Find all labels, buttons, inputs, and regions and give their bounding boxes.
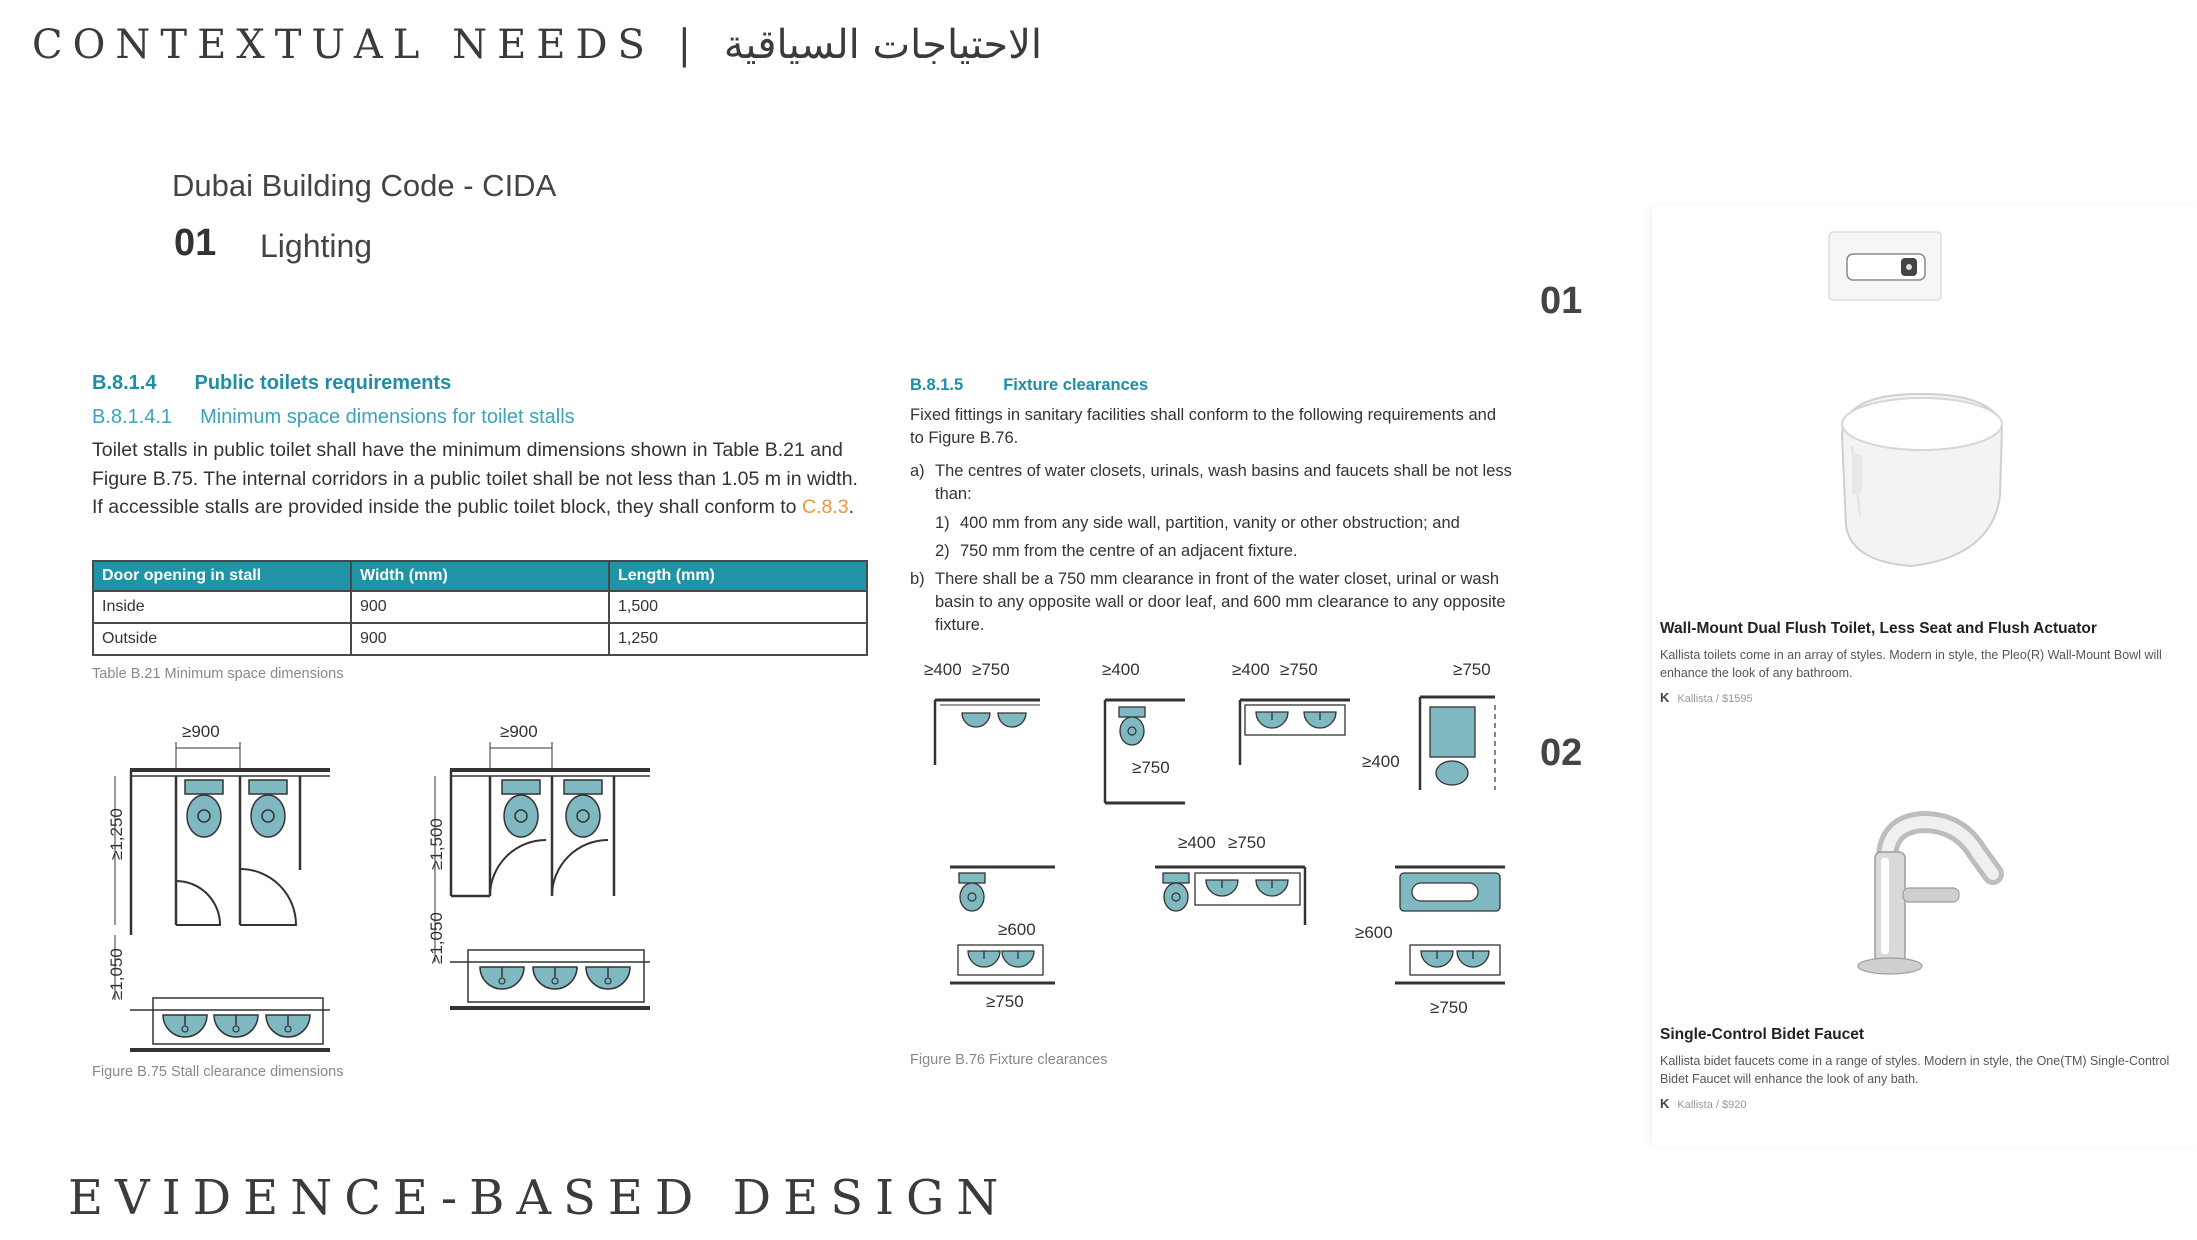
stall-set-inside [427, 722, 650, 1008]
reference-link[interactable]: C.8.3 [801, 496, 849, 518]
page-header-title: CONTEXTUAL NEEDS | الاحتياجات السياقية [32, 22, 1043, 68]
code-title: Dubai Building Code - CIDA [172, 168, 557, 203]
dim-label: ≥750 [1132, 758, 1170, 777]
heading-code: B.8.1.5 [910, 376, 964, 394]
table-caption: Table B.21 Minimum space dimensions [92, 666, 344, 682]
list-item [910, 460, 1530, 506]
column-header: Door opening in stall [93, 561, 351, 591]
dim-label: ≥600 [1355, 923, 1393, 942]
list-text: 400 mm from any side wall, partition, vanity or other obstruction; and [960, 514, 1460, 532]
column-header: Length (mm) [609, 561, 867, 591]
list-label: 1) [935, 514, 950, 532]
section-label: Lighting [260, 228, 373, 264]
heading-text: Public toilets requirements [194, 372, 452, 394]
list-text: The centres of water closets, urinals, wash basins and faucets shall be not less than: [935, 462, 1512, 503]
paragraph-end: . [848, 496, 854, 518]
figure-b76-caption: Figure B.76 Fixture clearances [910, 1052, 1108, 1068]
stall-set-outside [107, 722, 330, 1050]
product-meta [1660, 1096, 1747, 1111]
product-panel [1652, 206, 2197, 1146]
dim-label: ≥900 [500, 722, 538, 741]
list-item [935, 540, 1535, 563]
product-price: Kallista / $1595 [1677, 693, 1753, 705]
list-item [910, 568, 1530, 637]
table-header-row [93, 561, 867, 591]
list-label: 2) [935, 542, 950, 560]
stall-dimensions-table [92, 560, 868, 656]
heading-public-toilets [92, 372, 451, 395]
table-cell: 1,250 [609, 623, 867, 655]
dim-label: ≥400 [1178, 833, 1216, 852]
heading-code: B.8.1.4 [92, 372, 157, 394]
marker-02: 02 [1540, 732, 1583, 774]
list-text: There shall be a 750 mm clearance in front of the water closet, urinal or wash basin to any opposite wall or door leaf, and 600 mm clearance to any opposite fixture. [935, 570, 1506, 634]
heading-text: Minimum space dimensions for toilet stalls [200, 406, 575, 428]
dim-label: ≥750 [1228, 833, 1266, 852]
table-row [93, 623, 867, 655]
dim-label: ≥900 [182, 722, 220, 741]
fixture-paragraph: Fixed fittings in sanitary facilities shall conform to the following requirements and to Figure B.76. [910, 406, 1497, 447]
dim-label: ≥1,250 [107, 808, 126, 860]
dim-label: ≥400 [1232, 660, 1270, 679]
table-cell: Inside [93, 591, 351, 623]
heading-text: Fixture clearances [1003, 376, 1149, 394]
list-text: 750 mm from the centre of an adjacent fixture. [960, 542, 1298, 560]
product-price: Kallista / $920 [1677, 1099, 1747, 1111]
wall-mount-toilet-image[interactable] [1812, 376, 2032, 586]
list-label: b) [910, 570, 925, 588]
product-meta [1660, 690, 1753, 705]
dim-label: ≥400 [1362, 752, 1400, 771]
dim-label: ≥750 [1453, 660, 1491, 679]
table-row [93, 591, 867, 623]
dim-label: ≥600 [998, 920, 1036, 939]
product-description: Kallista bidet faucets come in a range of styles. Modern in style, the One(TM) Single-Control Bidet Faucet will enhance the look of any bath. [1660, 1054, 2170, 1086]
dim-label: ≥1,050 [427, 912, 446, 964]
list-item [935, 512, 1535, 535]
heading-fixture-clearances [910, 376, 1148, 395]
marker-01: 01 [1540, 280, 1583, 322]
dim-label: ≥750 [986, 992, 1024, 1011]
section-number: 01 [174, 222, 217, 264]
dim-label: ≥400 [1102, 660, 1140, 679]
list-label: a) [910, 462, 925, 480]
dim-label: ≥750 [1280, 660, 1318, 679]
figure-b75-caption: Figure B.75 Stall clearance dimensions [92, 1064, 344, 1080]
table-cell: Outside [93, 623, 351, 655]
dim-label: ≥750 [1430, 998, 1468, 1017]
brand-logo-icon: K [1660, 1096, 1670, 1111]
bidet-faucet-image[interactable] [1827, 796, 2007, 996]
flush-actuator-image[interactable] [1817, 220, 1957, 310]
figure-b75-stall-diagram [90, 710, 680, 1060]
table-cell: 1,500 [609, 591, 867, 623]
dim-label: ≥1,500 [427, 818, 446, 870]
heading-code: B.8.1.4.1 [92, 406, 173, 428]
table-cell: 900 [351, 591, 609, 623]
heading-min-space [92, 406, 575, 429]
paragraph-text: Toilet stalls in public toilet shall have the minimum dimensions shown in Table B.21 and Figure B.75. The internal corridors in a public toilet shall be not less than 1.05 m in width. If accessible stalls are provided inside the public toilet block, they shall conform to [92, 439, 858, 518]
stall-paragraph [92, 436, 872, 522]
column-header: Width (mm) [351, 561, 609, 591]
product-description: Kallista toilets come in an array of styles. Modern in style, the Pleo(R) Wall-Mount Bowl will enhance the look of any bathroom. [1660, 648, 2162, 680]
dim-label: ≥400 [924, 660, 962, 679]
dim-label: ≥750 [972, 660, 1010, 679]
dim-label: ≥1,050 [107, 948, 126, 1000]
brand-logo-icon: K [1660, 690, 1670, 705]
figure-b76-fixture-diagram [910, 655, 1550, 1040]
product-name[interactable]: Wall-Mount Dual Flush Toilet, Less Seat and Flush Actuator [1660, 620, 2097, 637]
table-cell: 900 [351, 623, 609, 655]
product-name[interactable]: Single-Control Bidet Faucet [1660, 1026, 1865, 1043]
page-footer-title: EVIDENCE-BASED DESIGN [68, 1170, 1011, 1226]
